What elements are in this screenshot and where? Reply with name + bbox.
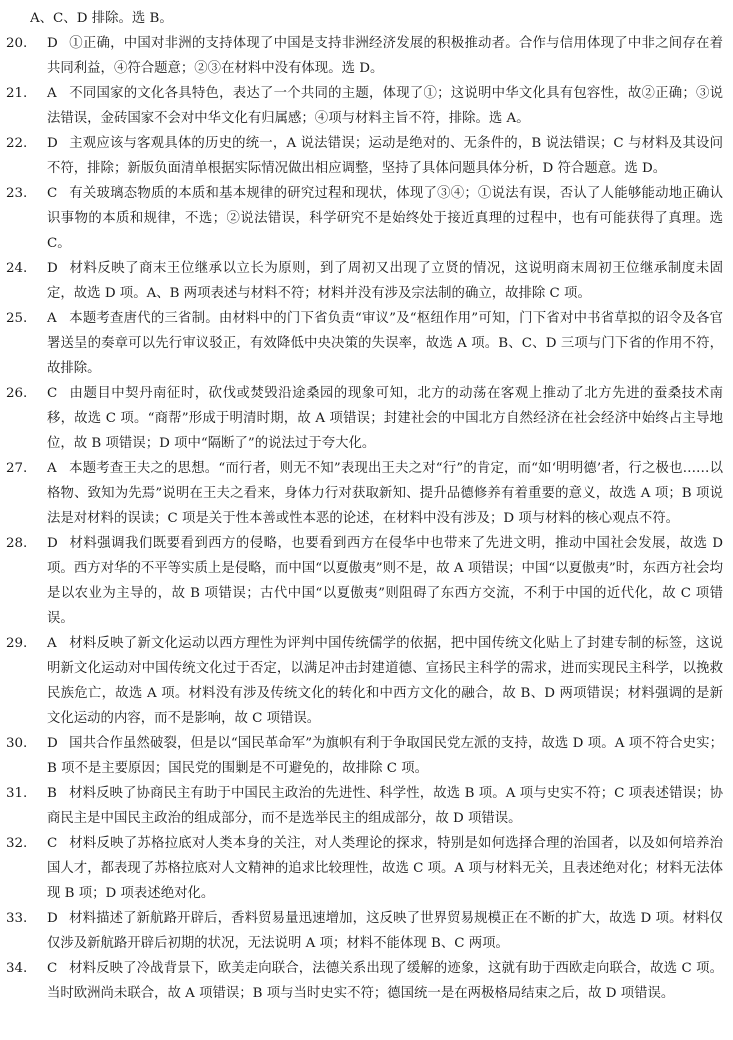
answer-letter: A [47,311,57,326]
question-number: 25. [6,311,28,326]
answer-body [30,256,723,306]
answer-body [30,456,723,531]
question-number: 23. [6,186,28,201]
answer-letter: D [47,536,58,551]
question-number: 30. [6,736,28,751]
answer-body [30,181,723,256]
answer-body [30,131,723,181]
answer-item [6,831,723,906]
answer-item [6,131,723,181]
answer-body [30,381,723,456]
explanation-text: 材料反映了苏格拉底对人类本身的关注，对人类理论的探求，特别是如何选择合理的治国者，以及如何培养治国人才，都表现了苏格拉底对人文精神的追求比较理性，故选 C 项。A 项与材料无关，且表述绝对化；材料无法体现 B 项；D 项表述绝对化。 [47,836,723,901]
explanation-text: ①正确，中国对非洲的支持体现了中国是支持非洲经济发展的积极推动者。合作与信用体现了中非之间存在着共同利益，④符合题意；②③在材料中没有体现。选 D。 [47,36,723,76]
question-number: 27. [6,461,28,476]
answer-letter: D [47,36,58,51]
question-number: 20. [6,36,28,51]
answer-item [6,181,723,256]
answer-body [30,906,723,956]
answer-item [6,306,723,381]
answer-body [30,31,723,81]
answer-item [6,531,723,631]
answer-item [6,731,723,781]
answer-letter: D [47,736,58,751]
answer-item [6,81,723,131]
answer-item [6,31,723,81]
explanation-text: 本题考查王夫之的思想。“而行者，则无不知”表现出王夫之对“行”的肯定，而“如‘明明德’者，行之极也……以格物、致知为先焉”说明在王夫之看来，身体力行对获取新知、提升品德修养有着重要的意义，故选 A 项；B 项说法是对材料的误读；C 项是关于性本善或性本恶的论述，在材料中没有涉及；D 项与材料的核心观点不符。 [47,461,723,526]
explanation-text: 本题考查唐代的三省制。由材料中的门下省负责“审议”及“枢纽作用”可知，门下省对中书省草拟的诏令及各官署送呈的奏章可以先行审议驳正，有效降低中央决策的失误率，故选 A 项。B、C、D 三项与门下省的作用不符，故排除。 [47,311,723,376]
answer-body [30,956,723,1006]
answer-letter: D [47,911,58,926]
answer-letter: A [47,461,57,476]
question-number: 22. [6,136,28,151]
answer-list [6,31,723,1006]
answer-body [30,81,723,131]
answer-item [6,906,723,956]
answer-body [30,731,723,781]
answer-body [30,306,723,381]
explanation-text: 材料反映了协商民主有助于中国民主政治的先进性、科学性，故选 B 项。A 项与史实不符；C 项表述错误；协商民主是中国民主政治的组成部分，而不是选举民主的组成部分，故 D 项错误。 [47,786,723,826]
answer-body [30,531,723,631]
answer-letter: D [47,136,58,151]
answer-item [6,256,723,306]
explanation-text: 材料反映了新文化运动以西方理性为评判中国传统儒学的依据，把中国传统文化贴上了封建专制的标签，这说明新文化运动对中国传统文化过于否定，以满足冲击封建道德、宣扬民主科学的需求，进而实现民主科学，以挽救民族危亡，故选 A 项。材料没有涉及传统文化的转化和中西方文化的融合，故 B、D 两项错误；材料强调的是新文化运动的内容，而不是影响，故 C 项错误。 [47,636,723,726]
question-number: 31. [6,786,28,801]
answer-item [6,456,723,531]
answer-item [6,956,723,1006]
answer-body [30,831,723,906]
explanation-text: 材料强调我们既要看到西方的侵略，也要看到西方在侵华中也带来了先进文明，推动中国社会发展，故选 D 项。西方对华的不平等实质上是侵略，而中国“以夏傲夷”则不是，故 A 项错误；中国“以夏傲夷”时，东西方社会均是以农业为主导的，故 B 项错误；古代中国“以夏傲夷”则阻碍了东西方交流，不利于中国的近代化，故 C 项错误。 [47,536,723,626]
answer-letter: C [47,386,58,401]
answer-body [30,631,723,731]
answer-letter: C [47,961,58,976]
question-number: 33. [6,911,28,926]
answer-letter: B [47,786,57,801]
explanation-text: 由题目中契丹南征时，砍伐或焚毁沿途桑园的现象可知，北方的动荡在客观上推动了北方先进的蚕桑技术南移，故选 C 项。“商帮”形成于明清时期，故 A 项错误；封建社会的中国北方自然经济在社会经济中始终占主导地位，故 B 项错误；D 项中“隔断了”的说法过于夸大化。 [47,386,723,451]
explanation-text: 材料反映了商末王位继承以立长为原则，到了周初又出现了立贤的情况，这说明商末周初王位继承制度未固定，故选 D 项。A、B 两项表述与材料不符；材料并没有涉及宗法制的确立，故排除 C 项。 [47,261,723,301]
question-number: 21. [6,86,28,101]
answer-item [6,781,723,831]
question-number: 24. [6,261,28,276]
explanation-text: 材料反映了冷战背景下，欧美走向联合，法德关系出现了缓解的迹象，这就有助于西欧走向联合，故选 C 项。当时欧洲尚未联合，故 A 项错误；B 项与当时史实不符；德国统一是在两极格局结束之后，故 D 项错误。 [47,961,723,1001]
question-number: 28. [6,536,28,551]
answer-body [30,781,723,831]
explanation-text: 材料描述了新航路开辟后，香料贸易量迅速增加，这反映了世界贸易规模正在不断的扩大，故选 D 项。材料仅仅涉及新航路开辟后初期的状况，无法说明 A 项；材料不能体现 B、C 两项。 [47,911,723,951]
question-number: 32. [6,836,28,851]
explanation-text: 不同国家的文化各具特色，表达了一个共同的主题，体现了①；这说明中华文化具有包容性，故②正确；③说法错误，金砖国家不会对中华文化有归属感；④项与材料主旨不符，排除。选 A。 [47,86,723,126]
answer-item [6,631,723,731]
explanation-text: 主观应该与客观具体的历史的统一，A 说法错误；运动是绝对的、无条件的，B 说法错误；C 与材料及其设问不符，排除；新版负面清单根据实际情况做出相应调整，坚持了具体问题具体分析，D 符合题意。选 D。 [47,136,723,176]
lead-line: A、C、D 排除。选 B。 [30,11,173,26]
explanation-text: 国共合作虽然破裂，但是以“国民革命军”为旗帜有利于争取国民党左派的支持，故选 D 项。A 项不符合史实；B 项不是主要原因；国民党的围剿是不可避免的，故排除 C 项。 [47,736,723,776]
answer-letter: C [47,186,58,201]
answer-letter: A [47,636,57,651]
answer-letter: C [47,836,58,851]
question-number: 29. [6,636,28,651]
explanation-text: 有关玻璃态物质的本质和基本规律的研究过程和现状，体现了③④；①说法有误，否认了人能够能动地正确认识事物的本质和规律，不选；②说法错误，科学研究不是始终处于接近真理的过程中，也有可能获得了真理。选 C。 [47,186,723,251]
answer-letter: A [47,86,57,101]
question-number: 34. [6,961,28,976]
answer-item [6,381,723,456]
answer-letter: D [47,261,58,276]
question-number: 26. [6,386,28,401]
